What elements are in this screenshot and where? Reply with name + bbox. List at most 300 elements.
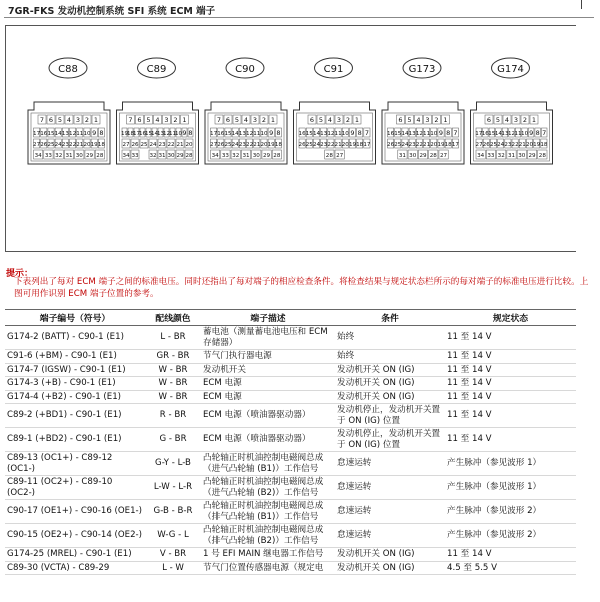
pin-number: 14 [231,131,239,137]
pin-number: 27 [33,142,41,148]
table-row [5,561,576,575]
pin-number: 7 [39,116,45,124]
pin-number: 3 [336,116,342,124]
pin-number: 9 [269,129,274,137]
pin-number: 15 [144,131,153,137]
terminal-cell: C89-11 (OC2+) - C89-10 (OC2-) [5,476,145,500]
pin-number: 9 [529,129,534,137]
pin-number: 20 [341,142,349,148]
wire-color-cell: GR - BR [145,350,201,364]
wire-color-cell: W - BR [145,363,201,377]
pin-number: 15 [394,131,402,137]
pin-number: 20 [185,142,193,148]
pin-number: 24 [231,142,239,148]
pin-number: 30 [167,153,175,159]
pin-number: 27 [210,142,218,148]
description-cell: 发动机开关 [201,363,335,377]
description-cell: 凸轮轴正时机油控制电磁阀总成（排气凸轮轴 (B2)）工作信号 [201,524,335,548]
pin-number: 15 [305,131,313,137]
pin-number: 5 [146,116,151,124]
pin-number: 25 [224,142,232,148]
pin-number: 30 [252,153,260,159]
terminal-cell: G174-7 (IGSW) - C90-1 (E1) [5,363,145,377]
condition-cell: 怠速运转 [335,524,445,548]
pin-number: 21 [334,142,342,148]
pin-number: 17 [132,131,141,137]
pin-number: 32 [55,153,63,159]
table-row [5,548,576,562]
pin-number: 13 [156,131,165,137]
pin-number: 6 [309,116,315,124]
pin-number: 8 [357,129,362,137]
spec-cell: 11 至 14 V [445,428,576,452]
wire-color-cell: L - W [145,561,201,575]
pin-number: 22 [246,142,254,148]
condition-cell: 发动机停止，发动机开关置于 ON (IG) 位置 [335,404,445,428]
condition-cell: 发动机开关 ON (IG) [335,561,445,575]
pin-number: 20 [525,142,534,148]
pin-number: 26 [298,142,306,148]
pin-number: 8 [535,129,540,137]
wire-color-cell: G - BR [145,428,201,452]
pin-number: 31 [398,153,406,159]
pin-number: 26 [482,142,490,148]
condition-cell: 怠速运转 [335,452,445,476]
pin-number: 7 [128,116,133,124]
terminal-cell: C89-13 (OC1+) - C89-12 (OC1-) [5,452,145,476]
pin-number: 24 [497,142,505,148]
pin-number: 28 [538,153,546,159]
condition-cell: 发动机开关 ON (IG) [335,390,445,404]
condition-cell: 始终 [335,326,445,350]
pin-number: 6 [486,116,492,124]
tip-title: 提示： [6,269,34,279]
terminal-cell: C89-2 (+BD1) - C90-1 (E1) [5,404,145,428]
pin-number: 17 [451,142,459,148]
pin-number: 15 [224,131,232,137]
pin-number: 29 [419,153,427,159]
pin-number: 23 [61,142,69,148]
pin-number: 6 [137,116,142,124]
wire-color-cell: L-W - L-R [145,476,201,500]
pin-number: 4 [155,116,160,124]
pin-number: 2 [522,116,528,124]
pin-number: 2 [84,116,90,124]
table-row [5,390,576,404]
pin-number: 14 [494,131,502,137]
terminal-cell: C90-17 (OE1+) - C90-16 (OE1-) [5,500,145,524]
pin-number: 15 [488,131,496,137]
terminal-cell: C89-1 (+BD2) - C90-1 (E1) [5,428,145,452]
pin-number: 22 [511,142,519,148]
spec-cell: 11 至 14 V [445,326,576,350]
description-cell: 凸轮轴正时机油控制电磁阀总成（排气凸轮轴 (B1)）工作信号 [201,500,335,524]
pin-number: 15 [47,131,55,137]
pin-number: 31 [65,153,73,159]
pin-number: 28 [429,153,437,159]
connector-g173 [382,58,464,164]
pin-number: 2 [261,116,267,124]
pin-number: 26 [387,142,395,148]
connector-c89 [117,58,199,164]
pin-number: 24 [312,142,321,148]
pin-number: 23 [158,142,166,148]
table-row [5,500,576,524]
pin-number: 1 [531,116,537,124]
wire-color-cell: V - BR [145,548,201,562]
table-row [5,377,576,391]
pin-number: 26 [40,142,48,148]
wire-color-cell: R - BR [145,404,201,428]
pin-number: 13 [61,131,69,137]
connector-c90 [205,58,287,164]
pin-number: 5 [495,116,501,124]
pin-number: 12 [69,131,77,137]
condition-cell: 始终 [335,350,445,364]
description-cell: 节气门执行器电源 [201,350,335,364]
pin-number: 28 [325,153,333,159]
pin-number: 34 [477,153,485,159]
wire-color-cell: L - BR [145,326,201,350]
pin-number: 13 [238,131,246,137]
pin-number: 34 [211,153,219,159]
pin-number: 29 [263,153,271,159]
description-cell: 节气门位置传感器电源（规定电 [201,561,335,575]
pin-number: 10 [341,131,349,137]
pin-number: 22 [327,142,335,148]
connector-g174 [471,58,553,164]
pin-number: 9 [350,129,355,137]
pin-number: 29 [86,153,94,159]
table-row [5,524,576,548]
terminal-cell: G174-4 (+B2) - C90-1 (E1) [5,390,145,404]
wire-color-cell: W-G - L [145,524,201,548]
pin-number: 2 [434,116,439,124]
pin-number: 22 [415,142,423,148]
pin-number: 12 [162,131,171,137]
pin-number: 7 [542,129,547,137]
table-body [5,326,576,575]
pin-number: 19 [533,142,541,148]
pin-number: 14 [401,131,409,137]
col-header-description: 端子描述 [201,310,335,326]
pin-number: 18 [444,142,452,148]
pin-number: 13 [320,131,328,137]
pin-number: 9 [92,129,97,137]
pin-number: 28 [96,153,104,159]
connector-label: C91 [323,64,344,75]
description-cell: ECM 电源（喷油器驱动器） [201,428,335,452]
spec-cell: 11 至 14 V [445,377,576,391]
pin-number: 18 [540,142,548,148]
pin-number: 18 [126,131,135,137]
pin-number: 32 [149,153,157,159]
pin-number: 10 [174,131,183,137]
wire-color-cell: W - BR [145,390,201,404]
pin-number: 19 [348,142,357,148]
pin-number: 27 [475,142,483,148]
pin-number: 20 [260,142,268,148]
pin-number: 7 [453,129,458,137]
pin-number: 22 [69,142,77,148]
pin-number: 16 [217,131,225,137]
pin-number: 24 [54,142,62,148]
condition-cell: 发动机开关 ON (IG) [335,548,445,562]
connector-label: G173 [408,64,436,75]
pin-number: 16 [40,131,48,137]
pin-number: 23 [238,142,246,148]
pin-number: 29 [528,153,536,159]
pin-number: 10 [430,131,438,137]
wire-color-cell: G-Y - L-B [145,452,201,476]
pin-number: 3 [75,116,81,124]
pin-number: 23 [320,142,328,148]
description-cell: ECM 电源 [201,390,335,404]
pin-number: 1 [443,116,448,124]
pin-number: 25 [140,142,148,148]
condition-cell: 发动机开关 ON (IG) [335,377,445,391]
pin-number: 21 [423,142,431,148]
pin-number: 9 [182,129,187,137]
pin-number: 1 [93,116,99,124]
pin-number: 11 [168,131,177,137]
pin-number: 19 [437,142,445,148]
pin-number: 8 [188,129,193,137]
pin-number: 8 [276,129,281,137]
pin-number: 12 [327,131,335,137]
page-header: 7GR-FKS 发动机控制系统 SFI 系统 ECM 端子 [8,6,216,17]
pin-number: 6 [48,116,54,124]
pin-number: 5 [407,116,412,124]
description-cell: 蓄电池（测量蓄电池电压和 ECM 存储器） [201,326,335,350]
pin-number: 28 [273,153,281,159]
description-cell: ECM 电源（喷油器驱动器） [201,404,335,428]
pin-number: 4 [243,116,249,124]
pin-number: 25 [394,142,402,148]
pin-number: 12 [507,131,516,137]
pin-number: 17 [33,131,41,137]
pin-number: 4 [66,116,72,124]
pin-number: 10 [83,131,91,137]
pin-number: 14 [150,131,159,137]
condition-cell: 怠速运转 [335,500,445,524]
header-rule [4,17,594,18]
pin-number: 14 [54,131,62,137]
pin-number: 5 [318,116,324,124]
condition-cell: 发动机开关 ON (IG) [335,363,445,377]
pin-number: 19 [267,142,275,148]
pin-number: 11 [514,131,522,137]
pin-number: 4 [416,116,421,124]
pin-number: 4 [504,116,510,124]
pin-number: 21 [176,142,184,148]
wire-color-cell: W - BR [145,377,201,391]
pin-number: 25 [489,142,498,148]
condition-cell: 怠速运转 [335,476,445,500]
pin-number: 11 [253,131,261,137]
pin-number: 16 [138,131,147,137]
terminal-cell: G174-25 (MREL) - C90-1 (E1) [5,548,145,562]
table-row [5,326,576,350]
connector-c91 [294,58,376,164]
pin-number: 14 [312,131,321,137]
pin-number: 3 [252,116,258,124]
pin-number: 11 [423,131,431,137]
pin-number: 34 [34,153,42,159]
pin-number: 23 [504,142,512,148]
pin-number: 23 [408,142,416,148]
col-header-wire: 配线颜色 [145,310,201,326]
pin-number: 16 [481,131,489,137]
connector-label: C89 [146,64,167,75]
table-row [5,363,576,377]
pin-number: 5 [57,116,63,124]
description-cell: 凸轮轴正时机油控制电磁阀总成（进气凸轮轴 (B2)）工作信号 [201,476,335,500]
pin-number: 11 [334,131,342,137]
connector-label: G174 [497,64,524,75]
terminal-cell: C91-6 (+BM) - C90-1 (E1) [5,350,145,364]
pin-number: 33 [44,153,52,159]
terminal-cell: C90-15 (OE2+) - C90-14 (OE2-) [5,524,145,548]
pin-number: 32 [232,153,240,159]
spec-cell: 产生脉冲（参见波形 1） [445,452,576,476]
pin-number: 27 [122,142,130,148]
table-header-row [5,310,576,326]
pin-number: 27 [336,153,344,159]
spec-cell: 产生脉冲（参见波形 2） [445,524,576,548]
pin-number: 31 [158,153,166,159]
pin-number: 22 [167,142,175,148]
terminal-cell: G174-3 (+B) - C90-1 (E1) [5,377,145,391]
col-header-condition: 条件 [335,310,445,326]
pin-number: 3 [164,116,169,124]
spec-cell: 产生脉冲（参见波形 2） [445,500,576,524]
wire-color-cell: G-B - B-R [145,500,201,524]
pin-number: 2 [173,116,178,124]
pin-number: 10 [260,131,268,137]
pin-number: 2 [345,116,351,124]
tip-text: 下表列出了每对 ECM 端子之间的标准电压。同时还指出了每对端子的相应检查条件。将检查结果与规定状态栏所示的每对端子的标准电压进行比较。上图可用作识别 ECM 端子位置的参考。 [14,277,589,299]
pin-number: 18 [356,142,364,148]
col-header-spec: 规定状态 [445,310,576,326]
connector-svg [6,26,576,251]
pin-number: 27 [440,153,448,159]
pin-number: 7 [364,129,369,137]
pin-number: 26 [217,142,225,148]
spec-cell: 4.5 至 5.5 V [445,561,576,575]
pin-number: 17 [475,131,483,137]
pin-number: 1 [354,116,360,124]
ecm-terminal-table [5,309,576,575]
table-row [5,350,576,364]
table-row [5,404,576,428]
pin-number: 4 [327,116,333,124]
pin-number: 30 [518,153,526,159]
table-row [5,452,576,476]
pin-number: 17 [363,142,371,148]
spec-cell: 11 至 14 V [445,363,576,377]
connector-c88 [28,58,110,164]
pin-number: 19 [90,142,98,148]
ecm-connector-diagram [5,25,576,252]
pin-number: 31 [507,153,516,159]
condition-cell: 发动机停止，发动机开关置于 ON (IG) 位置 [335,428,445,452]
pin-number: 1 [270,116,276,124]
terminal-cell: G174-2 (BATT) - C90-1 (E1) [5,326,145,350]
pin-number: 32 [497,153,505,159]
pin-number: 25 [47,142,55,148]
pin-number: 11 [76,131,84,137]
pin-number: 20 [430,142,438,148]
pin-number: 21 [76,142,84,148]
pin-number: 29 [176,153,184,159]
pin-number: 30 [409,153,417,159]
pin-number: 8 [446,129,451,137]
pin-number: 21 [518,142,526,148]
pin-number: 13 [408,131,416,137]
pin-number: 34 [122,153,130,159]
pin-number: 12 [415,131,423,137]
pin-number: 25 [305,142,313,148]
description-cell: 1 号 EFI MAIN 继电器工作信号 [201,548,335,562]
spec-cell: 11 至 14 V [445,548,576,562]
pin-number: 19 [120,131,129,137]
terminal-cell: C89-30 (VCTA) - C89-29 [5,561,145,575]
pin-number: 6 [225,116,231,124]
pin-number: 6 [398,116,403,124]
pin-number: 21 [253,142,261,148]
pin-number: 18 [274,142,282,148]
pin-number: 13 [501,131,509,137]
pin-number: 33 [487,153,495,159]
pin-number: 16 [387,131,395,137]
table-row [5,476,576,500]
pin-number: 26 [131,142,139,148]
spec-cell: 11 至 14 V [445,390,576,404]
connector-label: C90 [235,64,255,75]
spec-cell: 11 至 14 V [445,404,576,428]
pin-number: 12 [246,131,254,137]
spec-cell: 11 至 14 V [445,350,576,364]
connector-label: C88 [58,64,78,75]
description-cell: ECM 电源 [201,377,335,391]
col-header-terminal: 端子编号（符号） [5,310,145,326]
pin-number: 28 [185,153,193,159]
pin-number: 10 [521,131,529,137]
pin-number: 18 [97,142,105,148]
pin-number: 24 [401,142,409,148]
pin-number: 33 [131,153,139,159]
pin-number: 30 [75,153,83,159]
pin-number: 31 [242,153,250,159]
pin-number: 1 [182,116,187,124]
spec-cell: 产生脉冲（参见波形 1） [445,476,576,500]
pin-number: 9 [438,129,444,137]
pin-number: 20 [83,142,91,148]
table-row [5,428,576,452]
pin-number: 17 [210,131,218,137]
pin-number: 8 [99,129,104,137]
description-cell: 凸轮轴正时机油控制电磁阀总成（进气凸轮轴 (B1)）工作信号 [201,452,335,476]
pin-number: 7 [216,116,222,124]
pin-number: 3 [513,116,519,124]
pin-number: 24 [149,142,157,148]
pin-number: 33 [221,153,229,159]
pin-number: 16 [298,131,306,137]
pin-number: 3 [425,116,430,124]
pin-number: 5 [234,116,240,124]
header-mark [581,0,582,9]
